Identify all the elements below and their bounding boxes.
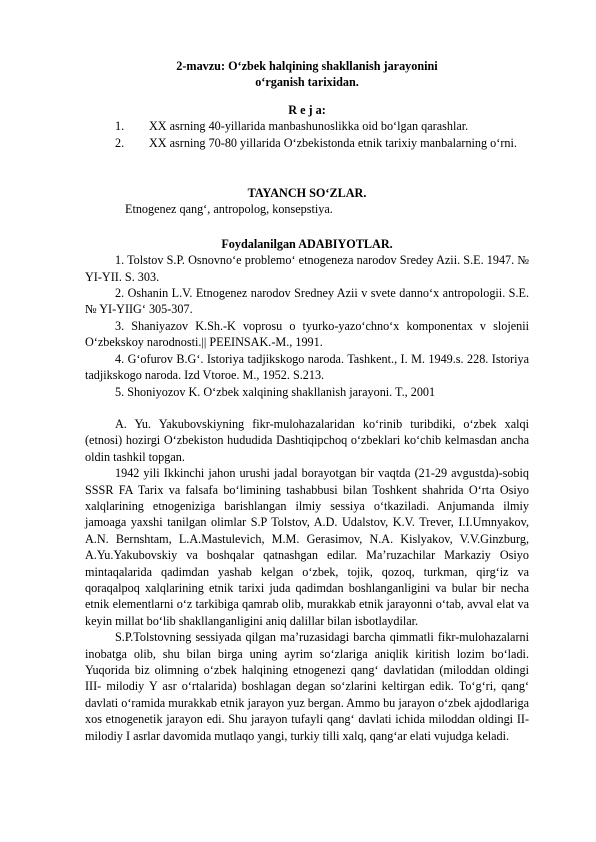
title-line-2: o‘rganish tarixidan.	[255, 75, 359, 90]
document-page	[85, 58, 529, 744]
literature-item: 1. Tolstov S.P. Osnovno‘e problemo‘ etnogeneza narodov Sredey Azii. S.E. 1947. № YI-YII. S. 303.	[85, 253, 529, 284]
plan-item	[85, 118, 529, 134]
body-paragraph: A. Yu. Yakubovskiyning fikr-mulohazalaridan ko‘rinib turibdiki, o‘zbek xalqi (etnosi) hozirgi O‘zbekiston hududida Dashtiqipchoq o‘zbeklari ko‘chib kelmasdan ancha oldin tashkil topgan.	[85, 416, 529, 464]
keywords-heading: TAYANCH SO‘ZLAR.	[247, 186, 367, 201]
plan-item-text: XX asrning 70-80 yillarida O‘zbekistonda etnik tarixiy manbalarning o‘rni.	[149, 135, 517, 150]
literature-item: 3. Shaniyazov K.Sh.-K voprosu o tyurko-yazo‘chno‘x komponentax v slojenii O‘zbekskoy narodnosti.|| PEEINSAK.-M., 1991.	[85, 318, 529, 350]
plan-item	[85, 135, 529, 151]
title-line-1: 2-mavzu: O‘zbek halqining shakllanish jarayonini	[176, 59, 438, 73]
plan-item-number: 2.	[115, 135, 125, 150]
keywords-text: Etnogenez qang‘, antropolog, konsepstiya.	[125, 202, 333, 217]
literature-item: 2. Oshanin L.V. Etnogenez narodov Sredney Azii v svete danno‘x antropologii. S.E. № YI-YIIG‘ 305-307.	[85, 286, 529, 317]
page-title	[85, 58, 529, 91]
plan-item-text: XX asrning 40-yillarida manbashunoslikka oid bo‘lgan qarashlar.	[149, 119, 469, 134]
plan-heading: R e j a:	[288, 102, 326, 117]
plan-item-number: 1.	[115, 119, 125, 134]
literature-heading: Foydalanilgan ADABIYOTLAR.	[221, 236, 393, 251]
literature-item: 4. G‘ofurov B.G‘. Istoriya tadjikskogo naroda. Tashkent., I. M. 1949.s. 228. Istoriya tadjikskogo naroda. Izd Vtoroe. M., 1952. S.213.	[85, 351, 529, 383]
body-paragraph: 1942 yili Ikkinchi jahon urushi jadal borayotgan bir vaqtda (21-29 avgustda)-sobiq SSSR FA Tarix va falsafa bo‘limining tashabbusi bilan Toshkent shahrida O‘rta Osiyo xalqlarining etnogeniziga barishlangan ilmiy sessiya o‘tkaziladi. Anjumanda ilmiy jamoaga yaxshi tanilgan olimlar S.P Tolstov, A.D. Udalstov, K.V. Trever, I.I.Umnyakov, A.N. Bernshtam, L.A.Mastulevich, M.M. Gerasimov, N.A. Kislyakov, V.V.Ginzburg, A.Yu.Yakubovskiy va boshqalar qatnashgan edilar. Ma’ruzachilar Markaziy Osiyo mintaqalarida qadimdan yashab kelgan o‘zbek, tojik, qozoq, turkman, qirg‘iz va qoraqalpoq xalqlarining etnik tarixi juda qadimdan boshlanganligini va bular bir necha etnik elementlarni o‘z tarkibiga qamrab olib, murakkab etnik jarayonni o‘tab, avval elat va keyin millat bo‘lib shakllanganligini aniq dalillar bilan isbotlaydilar.	[85, 466, 529, 628]
literature-item: 5. Shoniyozov K. O‘zbek xalqining shakllanish jarayoni. T., 2001	[115, 384, 436, 399]
body-paragraph: S.P.Tolstovning sessiyada qilgan ma’ruzasidagi barcha qimmatli fikr-mulohazalarni inobatga olib, shu bilan birga uning ayrim so‘zlariga aniqlik kiritish lozim bo‘ladi. Yuqorida biz olimning o‘zbek halqining etnogenezi qang‘ davlatidan (miloddan oldingi III- milodiy Y asr o‘rtalarida) boshlagan degan so‘zlarini keltirgan edik. To‘g‘ri, qang‘ davlati o‘ramida murakkab etnik jarayon yuz bergan. Ammo bu jarayon o‘zbek ajdodlariga xos etnogenetik jarayon edi. Shu jarayon tufayli qang‘ davlati ichida miloddan oldingi II-milodiy I asrlar davomida mutlaqo yangi, turkiy tilli xalq, qang‘ar elati vujudga keladi.	[85, 630, 529, 743]
